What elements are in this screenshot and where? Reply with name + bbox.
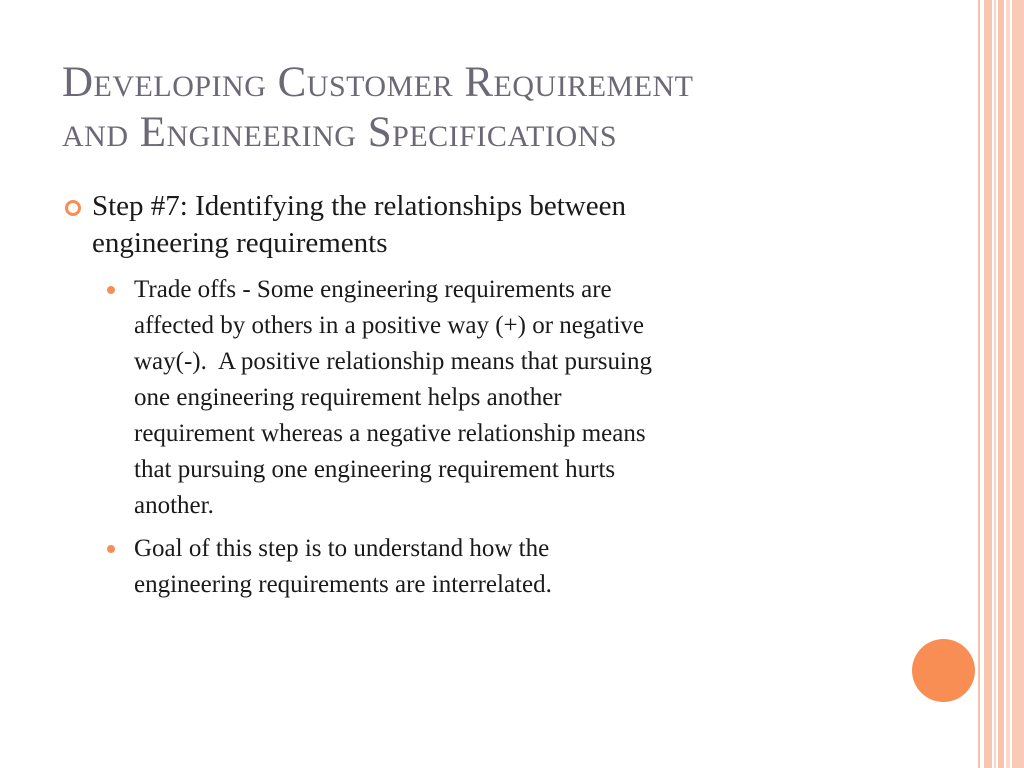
bullet-text-line: Step #7: Identifying the relationships between [92, 190, 626, 222]
ring-bullet-icon [65, 200, 81, 216]
decorative-stripe [984, 0, 992, 768]
bullet-level1 [62, 188, 922, 262]
bullet-text-line: that pursuing one engineering requirement hurts [134, 456, 616, 483]
bullet-text-line: Trade offs - Some engineering requirements are [134, 276, 612, 303]
bullet-text-line: one engineering requirement helps another [134, 384, 562, 411]
decorative-stripe [998, 0, 1004, 768]
bullet-text-line: Goal of this step is to understand how the [134, 535, 550, 562]
bullet-text-line: another. [134, 492, 214, 519]
decorative-stripe [1006, 0, 1010, 768]
accent-circle [912, 639, 975, 702]
bullet-text-line: affected by others in a positive way (+) or negative [134, 312, 644, 339]
decorative-stripe [994, 0, 996, 768]
bullet-text-line: way(-). A positive relationship means that pursuing [134, 348, 652, 375]
bullet-text-line: engineering requirements [92, 227, 388, 259]
bullet-text-line: engineering requirements are interrelated. [134, 571, 552, 598]
slide-content [62, 188, 922, 610]
bullet-level2-trade-offs [134, 272, 874, 524]
decorative-stripe [1012, 0, 1024, 768]
bullet-text-line: requirement whereas a negative relationship means [134, 420, 646, 447]
slide-title [62, 58, 942, 158]
dot-bullet-icon [107, 286, 115, 294]
decorative-stripe [978, 0, 980, 768]
bullet-level2-goal [134, 531, 874, 603]
dot-bullet-icon [107, 545, 115, 553]
title-line: Developing Customer Requirement [62, 59, 694, 106]
sub-bullet-list [62, 272, 922, 603]
title-line: and Engineering Specifications [62, 109, 618, 156]
